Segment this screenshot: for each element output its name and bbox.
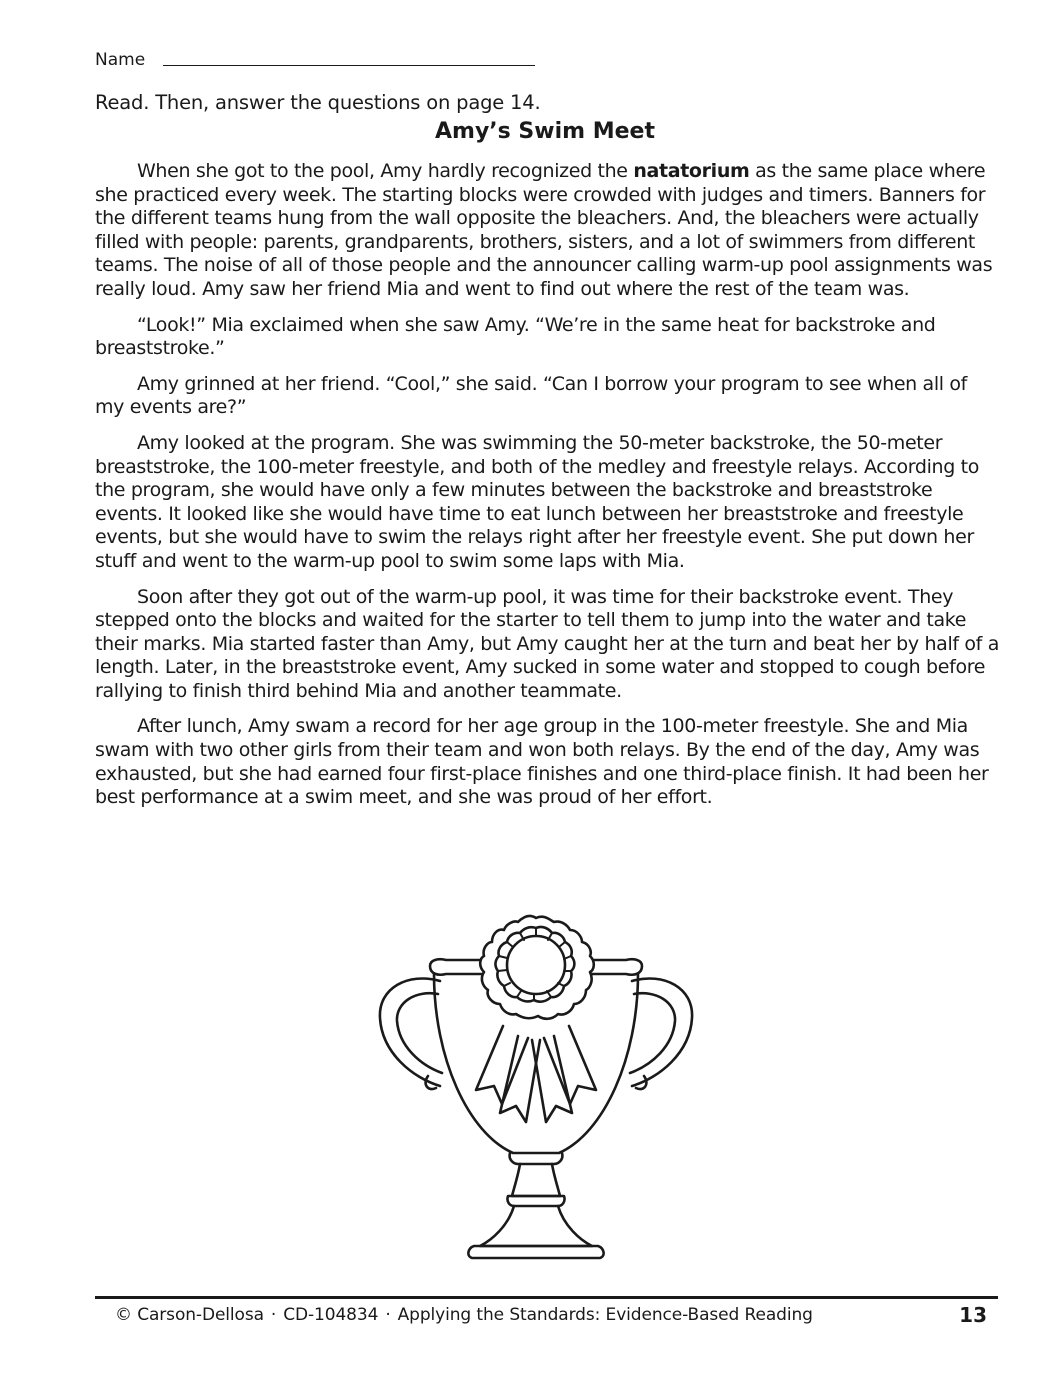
name-label: Name (95, 50, 146, 70)
footer-product-code: CD-104834 (283, 1305, 379, 1325)
instructions-text: Read. Then, answer the questions on page 14. (95, 91, 541, 114)
footer-separator: · (385, 1305, 391, 1325)
page-number: 13 (959, 1303, 987, 1327)
name-writing-line (163, 65, 535, 66)
footer-separator: · (270, 1305, 277, 1325)
story-title: Amy’s Swim Meet (435, 119, 655, 144)
name-field-row (95, 48, 555, 72)
story-paragraph-2: “Look!” Mia exclaimed when she saw Amy. “We’re in the same heat for backstroke and breaststroke.” (95, 313, 936, 360)
footer-credits (115, 1305, 813, 1325)
story-paragraph-4: Amy looked at the program. She was swimming the 50-meter backstroke, the 50-meter breaststroke, the 100-meter freestyle, and both of the medley and freestyle relays. According to the program, she would have only a few minutes between the backstroke and breaststroke events. It looked like she would have time to eat lunch between her breaststroke and freestyle events, but she would have to swim the relays right after her freestyle event. She put down her stuff and went to the warm-up pool to swim some laps with Mia. (95, 431, 980, 572)
story-paragraph-6: After lunch, Amy swam a record for her age group in the 100-meter freestyle. She and Mia swam with two other girls from their team and won both relays. By the end of the day, Amy was exhausted, but she had earned four first-place finishes and one third-place finish. It had been her best performance at a swim meet, and she was proud of her effort. (95, 715, 989, 809)
paragraph-1-text-end: as the same place where she practiced every week. The starting blocks were crowded with judges and timers. Banners for the different teams hung from the wall opposite the bleachers. And, the bleachers were actually filled with people: parents, grandparents, brothers, sisters, and a lot of swimmers from different teams. The noise of all of those people and the announcer calling warm-up pool assignments was really loud. Amy saw her friend Mia and went to find out where the rest of the team was. (95, 160, 993, 300)
paragraph-1-text-start: When she got to the pool, Amy hardly recognized the (137, 160, 634, 182)
vocabulary-word: natatorium (633, 160, 750, 182)
story-paragraph-5: Soon after they got out of the warm-up pool, it was time for their backstroke event. They stepped onto the blocks and waited for the starter to tell them to jump into the water and take their marks. Mia started faster than Amy, but Amy caught her at the turn and beat her by half of a length. Later, in the breaststroke event, Amy sucked in some water and stopped to cough before rallying to finish third behind Mia and another teammate. (95, 585, 999, 702)
footer-copyright: © Carson-Dellosa (115, 1305, 264, 1325)
story-paragraph-3: Amy grinned at her friend. “Cool,” she said. “Can I borrow your program to see when all of my events are?” (95, 372, 967, 419)
footer-divider (95, 1296, 998, 1299)
trophy-with-ribbon-icon (368, 908, 704, 1266)
footer-series-title: Applying the Standards: Evidence-Based Reading (397, 1305, 813, 1325)
story-paragraph-1 (95, 160, 1000, 302)
story-body (95, 160, 1000, 822)
